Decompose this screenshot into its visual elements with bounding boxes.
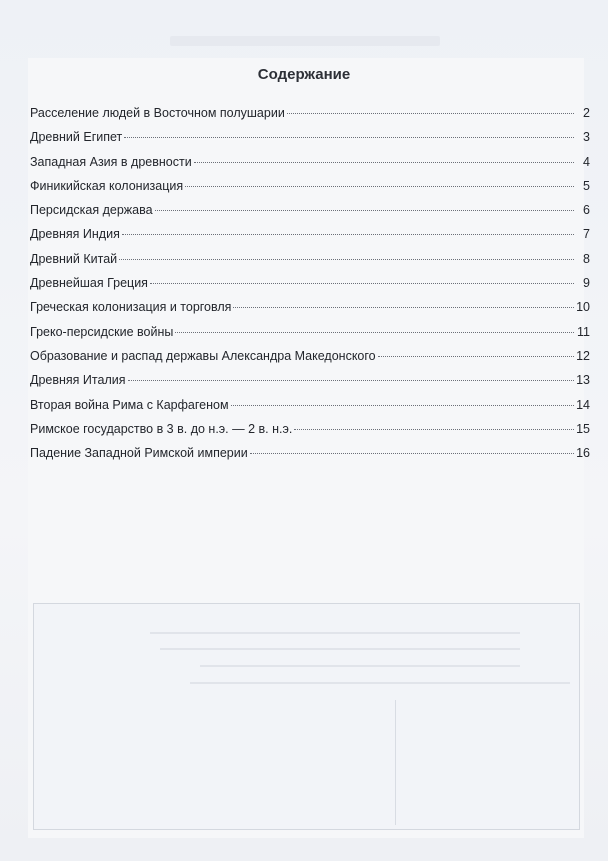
toc-dot-leader [175,332,574,333]
toc-entry-label: Древний Китай [30,251,118,266]
toc-entry[interactable] [30,203,590,227]
toc-entry-label: Древний Египет [30,130,123,145]
toc-dot-leader [194,162,574,163]
bleed-through-divider [395,700,396,825]
toc-dot-leader [231,405,574,406]
toc-entry-page-number: 5 [583,178,590,193]
toc-dot-leader [122,234,574,235]
toc-entry-label: Римское государство в 3 в. до н.э. — 2 в. н.э. [30,421,293,436]
bleed-through-map-area [33,603,580,830]
toc-entry-page-number: 7 [583,227,590,242]
toc-entry-page-number: 15 [576,421,590,436]
bleed-through-line [160,648,520,650]
toc-entry[interactable] [30,349,590,373]
toc-entry-page-number: 9 [583,276,590,291]
toc-entry[interactable] [30,276,590,300]
toc-entry-label: Падение Западной Римской империи [30,446,248,461]
toc-entry[interactable] [30,227,590,251]
toc-dot-leader [128,380,575,381]
toc-entry[interactable] [30,179,590,203]
toc-entry-page-number: 3 [583,130,590,145]
toc-entry-label: Древнейшая Греция [30,276,148,291]
toc-entry[interactable] [30,398,590,422]
bleed-through-header [170,36,440,46]
toc-entry[interactable] [30,446,590,470]
toc-entry-label: Персидская держава [30,203,153,218]
toc-entry-page-number: 13 [576,373,590,388]
toc-entry-label: Греческая колонизация и торговля [30,300,232,315]
toc-entry-page-number: 14 [576,397,590,412]
toc-dot-leader [250,453,574,454]
bleed-through-line [200,665,520,667]
toc-dot-leader [287,113,574,114]
toc-entry[interactable] [30,106,590,130]
toc-entry[interactable] [30,422,590,446]
toc-entry-label: Греко-персидские войны [30,324,174,339]
bleed-through-line [190,682,570,684]
toc-entry[interactable] [30,252,590,276]
toc-entry-page-number: 11 [577,324,590,339]
toc-entry-label: Западная Азия в древности [30,154,192,169]
page-title: Содержание [257,66,351,83]
toc-dot-leader [294,429,574,430]
toc-dot-leader [378,356,574,357]
toc-entry[interactable] [30,130,590,154]
toc-entry-page-number: 6 [583,203,590,218]
toc-entry-page-number: 4 [583,154,590,169]
toc-entry[interactable] [30,155,590,179]
toc-dot-leader [155,210,574,211]
toc-entry[interactable] [30,325,590,349]
toc-entry[interactable] [30,373,590,397]
table-of-contents [30,106,590,470]
toc-entry-label: Образование и распад державы Александра Македонского [30,348,376,363]
toc-dot-leader [233,307,574,308]
toc-entry[interactable] [30,300,590,324]
toc-entry-page-number: 2 [583,106,590,120]
toc-dot-leader [119,259,574,260]
toc-dot-leader [150,283,574,284]
toc-entry-label: Древняя Индия [30,227,120,242]
toc-entry-label: Финикийская колонизация [30,178,184,193]
toc-entry-label: Древняя Италия [30,373,126,388]
toc-entry-label: Вторая война Рима с Карфагеном [30,397,229,412]
toc-dot-leader [185,186,574,187]
toc-entry-label: Расселение людей в Восточном полушарии [30,106,285,120]
toc-entry-page-number: 12 [576,348,590,363]
bleed-through-line [150,632,520,634]
toc-dot-leader [124,137,574,138]
toc-entry-page-number: 8 [583,251,590,266]
toc-entry-page-number: 16 [576,446,590,461]
toc-entry-page-number: 10 [576,300,590,315]
